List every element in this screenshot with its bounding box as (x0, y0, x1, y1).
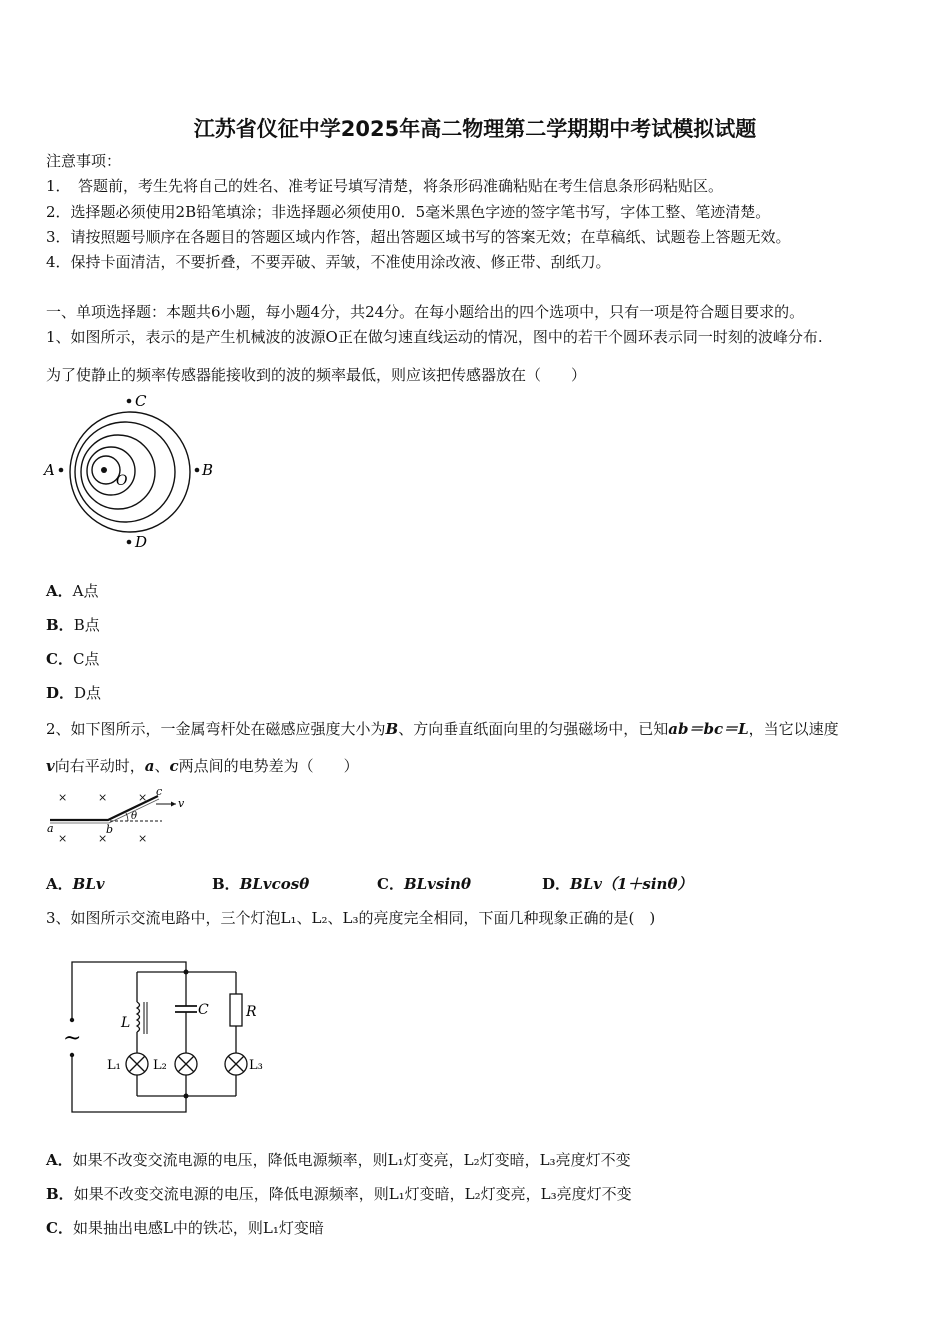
option-key: C． (46, 1219, 73, 1237)
option-text: BLvcosθ (239, 875, 310, 893)
point-a (59, 468, 64, 473)
option-key: C． (377, 875, 404, 893)
notice-item-4: 4．保持卡面清洁，不要折叠，不要弄破、弄皱，不准使用涂改液、修正带、刮纸刀。 (46, 253, 611, 271)
page-title: 江苏省仪征中学2025年高二物理第二学期期中考试模拟试题 (193, 117, 757, 141)
label-c: C (198, 1002, 209, 1018)
q2-var-a: a (144, 757, 155, 775)
resistor (230, 994, 242, 1026)
q2-stem-line2 (46, 757, 359, 775)
notice-heading: 注意事项： (46, 152, 122, 170)
q1-option-a[interactable] (46, 582, 98, 600)
label-b: B (202, 461, 214, 479)
q2-text: 向右平动时， (54, 757, 145, 775)
option-text: C点 (72, 650, 100, 668)
q2-var-c: c (169, 757, 179, 775)
q1-stem-line2: 为了使静止的频率传感器能接收到的波的频率最低，则应该把传感器放在（ ） (46, 366, 587, 384)
label-l1: L₁ (107, 1058, 121, 1073)
option-key: A． (46, 875, 73, 893)
q3-option-b[interactable] (46, 1185, 632, 1203)
option-key: B． (212, 875, 240, 893)
section-heading: 一、单项选择题：本题共6小题，每小题4分，共24分。在每小题给出的四个选项中，只有一项是符合题目要求的。 (46, 303, 805, 321)
junction-dot (184, 970, 189, 975)
source-terminal (70, 1018, 74, 1022)
q3-stem: 3、如图所示交流电路中，三个灯泡L₁、L₂、L₃的亮度完全相同，下面几种现象正确的是( ) (46, 909, 656, 927)
label-l3: L₃ (249, 1058, 263, 1073)
q2-option-a[interactable] (46, 875, 105, 893)
point-d (127, 540, 132, 545)
label-d: D (135, 533, 148, 551)
wave-ring-2 (75, 422, 175, 522)
notice-item-3: 3．请按照题号顺序在各题目的答题区域内作答，超出答题区域书写的答案无效；在草稿纸、试题卷上答题无效。 (46, 228, 791, 246)
q2-text: ，当它以速度 (748, 720, 839, 738)
q1-stem-line1: 1、如图所示，表示的是产生机械波的波源O正在做匀速直线运动的情况，图中的若干个圆环表示同一时刻的波峰分布. (46, 328, 823, 346)
wave-ring-4 (87, 447, 135, 495)
q3-option-a[interactable] (46, 1151, 631, 1169)
wire-bottom (72, 1055, 186, 1112)
q1-wave-figure (40, 390, 225, 552)
option-text: A点 (72, 582, 99, 600)
q1-option-d[interactable] (46, 684, 101, 702)
source-terminal (70, 1053, 74, 1057)
label-r: R (246, 1004, 257, 1020)
wire-top (72, 962, 186, 1020)
option-key: D． (542, 875, 571, 893)
option-key: A． (46, 1151, 73, 1169)
option-key: A． (46, 582, 73, 600)
option-text: 如果不改变交流电源的电压，降低电源频率，则L₁灯变亮，L₂灯变暗，L₃亮度灯不变 (72, 1151, 631, 1169)
ac-source-symbol: ~ (63, 1026, 82, 1051)
cross-mark: × (98, 832, 108, 845)
q3-circuit-figure (50, 950, 275, 1120)
cross-mark: × (98, 791, 108, 804)
label-v: v (178, 797, 185, 810)
label-c: c (156, 786, 163, 798)
label-o: O (116, 473, 128, 489)
q2-option-c[interactable] (377, 875, 471, 893)
q2-option-d[interactable] (542, 875, 692, 893)
q2-text: 2、如下图所示，一金属弯杆处在磁感应强度大小为 (46, 720, 386, 738)
option-key: B． (46, 1185, 74, 1203)
option-key: C． (46, 650, 73, 668)
option-text: D点 (74, 684, 102, 702)
label-b: b (106, 823, 114, 836)
notice-item-2: 2．选择题必须使用2B铅笔填涂；非选择题必须使用0．5毫米黑色字迹的签字笔书写，字体工整、笔迹清楚。 (46, 203, 771, 221)
label-c: C (135, 392, 147, 410)
point-b (195, 468, 200, 473)
q1-option-b[interactable] (46, 616, 100, 634)
option-text: B点 (73, 616, 100, 634)
option-text: BLv (72, 875, 105, 893)
label-theta: θ (131, 811, 138, 822)
label-l2: L₂ (153, 1058, 167, 1073)
option-text: 如果不改变交流电源的电压，降低电源频率，则L₁灯变暗，L₂灯变亮，L₃亮度灯不变 (73, 1185, 632, 1203)
q2-text: 、方向垂直纸面向里的匀强磁场中，已知 (398, 720, 669, 738)
q2-text: 两点间的电势差为（ ） (178, 757, 359, 775)
wave-ring-1 (70, 412, 190, 532)
point-c (127, 399, 132, 404)
label-a: A (44, 461, 55, 479)
junction-dot (184, 1094, 189, 1099)
q2-var-v: v (46, 757, 55, 775)
cross-mark: × (58, 791, 68, 804)
option-text: BLvsinθ (403, 875, 471, 893)
q2-text: 、 (154, 757, 170, 775)
q2-equation: ab＝bc＝L (668, 720, 749, 738)
source-point (101, 467, 107, 473)
notice-item-1: 1． 答题前，考生先将自己的姓名、准考证号填写清楚，将条形码准确粘贴在考生信息条形码粘贴区。 (46, 177, 724, 195)
option-text: 如果抽出电感L中的铁芯，则L₁灯变暗 (72, 1219, 324, 1237)
q2-stem-line1 (46, 720, 839, 738)
cross-mark: × (138, 832, 148, 845)
q2-var-b: B (385, 720, 399, 738)
q2-rod-figure (44, 786, 194, 846)
q3-option-c[interactable] (46, 1219, 324, 1237)
velocity-arrowhead (171, 802, 176, 807)
cross-mark: × (138, 791, 148, 804)
label-a: a (47, 822, 54, 835)
label-l: L (121, 1015, 131, 1031)
q2-option-b[interactable] (212, 875, 309, 893)
cross-mark: × (58, 832, 68, 845)
inductor-coil (137, 1002, 140, 1032)
option-text: BLv（1＋sinθ） (570, 875, 693, 893)
option-key: D． (46, 684, 75, 702)
option-key: B． (46, 616, 74, 634)
q1-option-c[interactable] (46, 650, 99, 668)
